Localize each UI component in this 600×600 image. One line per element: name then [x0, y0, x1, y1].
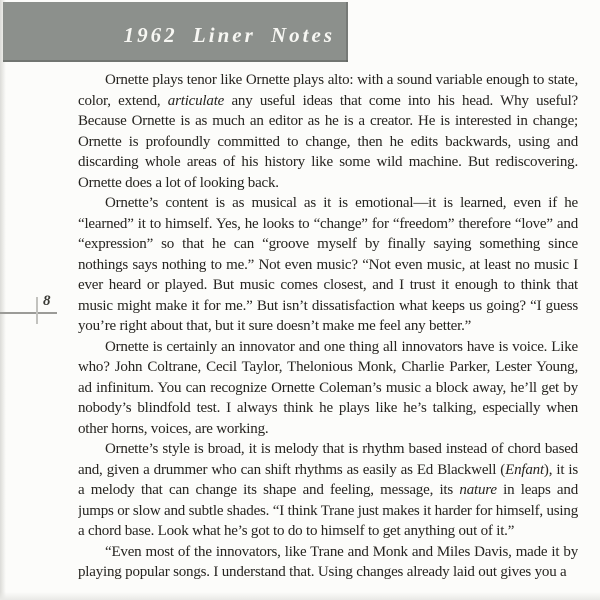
italic-text-segment: nature: [459, 482, 497, 498]
page-number-rule-vertical: [36, 297, 38, 324]
chapter-title: 1962 Liner Notes: [123, 23, 335, 47]
italic-text-segment: Enfant: [505, 461, 544, 478]
italic-text-segment: articulate: [167, 92, 225, 109]
text-segment: Ornette is certainly an innovator and one thing all innovators have is voice. Like who? John Coltrane, Cecil Taylor, Thelonious Monk, Charlie Parker, Lester Young, ad infinitum. You can recognize Ornette Coleman’s music a block away, he’ll get by nobody’s blindfold test. I always think he plays like he’s talking, especially when other horns, voices, are working.: [78, 338, 578, 437]
page-edge-shadow-left: [0, 0, 6, 600]
text-segment: ), it is a melody that can change its shape and feeling, message, its: [78, 461, 578, 498]
page-number: 8: [43, 293, 51, 309]
paragraph: [78, 193, 578, 337]
text-segment: Ornette’s content is as musical as it is emotional—it is learned, even if he “learned” it to himself. Yes, he looks to “change” for “freedom” therefore “love” and “expression” so that he can “groove myself by finally saying something since nothings says nothing to me.” Not even music? “Not even music, at least no music I ever heard or played. But music comes closest, and I trust it enough to think that music might make it for me.” But isn’t dissatisfaction what keeps us going? “I guess you’re right about that, but it sure doesn’t make me feel any better.”: [78, 195, 578, 334]
chapter-header-banner: [3, 2, 348, 62]
text-segment: Ornette’s style is broad, it is melody that is rhythm based instead of chord based and, given a drummer who can shift rhythms as easily as Ed Blackwell (: [78, 441, 578, 478]
page-edge-shadow-bottom: [0, 592, 600, 600]
liner-notes-text: [78, 70, 578, 596]
paragraph: [78, 70, 578, 193]
paragraph: [78, 439, 578, 542]
text-segment: in leaps and jumps or slow and subtle shades. “I think Trane just makes it harder for himself, using a chord base. Look what he’s got to do to himself to get anything out of it.”: [78, 482, 578, 539]
paragraph: [78, 337, 578, 440]
text-segment: Ornette plays tenor like Ornette plays alto: with a sound variable enough to state, color, extend,: [78, 72, 578, 109]
page-number-rule-horizontal: [0, 312, 57, 314]
text-segment: “Even most of the innovators, like Trane and Monk and Miles Davis, made it by playing popular songs. I understand that. Using changes already laid out gives you a: [78, 543, 578, 580]
paragraph: [78, 542, 578, 583]
text-segment: any useful ideas that come into his head. Why useful? Because Ornette is as much an editor as he is a creator. He is interested in change; Ornette is profoundly committed to change, then he edits backwards, using and discarding whole areas of his history like some wild machine. But rediscovering. Ornette does a lot of looking back.: [78, 92, 578, 191]
